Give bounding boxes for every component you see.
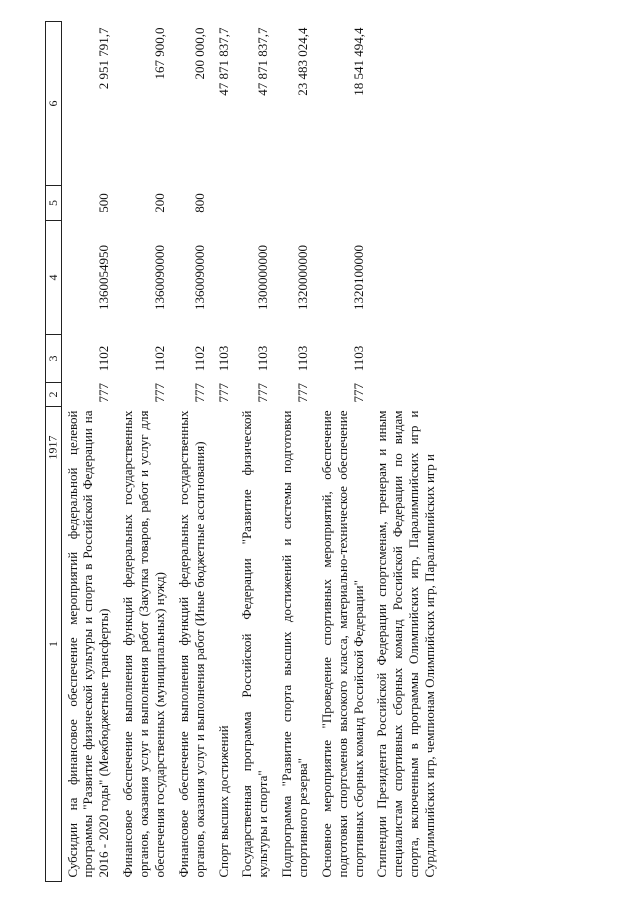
column-header: 5 [46,186,62,221]
expense-type-code [233,186,273,221]
table-row [233,22,273,882]
row-description: Финансовое обеспечение выполнения функций федеральных государственных органов, оказания услуг и выполнения работ (Закупка товаров, работ и услуг для обеспечения государственных (муниципальных) нужд) [120,410,167,878]
ministry-code [368,383,439,407]
amount: 18 541 494,4 [350,27,366,96]
section-code: 1103 [215,345,231,372]
ministry-code: 777 [151,383,167,403]
section-code: 1103 [294,345,310,372]
ministry-code: 777 [255,383,271,403]
column-header: 3 [46,335,62,383]
expense-type-code: 200 [151,193,167,213]
row-description: Стипендии Президента Российской Федерации спортсменам, тренерам и иным специалистам спортивных сборных команд Российской Федерации по видам спорта, включенным в программы Олимпийских игр, Паралимпийских игр и Сурдлимпийских игр, чемпионам Олимпийских игр, Паралимпийских игр и [374,410,437,878]
target-article-code: 1360090000 [151,245,167,310]
ministry-code: 777 [350,383,366,403]
table-row [170,22,210,882]
section-code: 1103 [255,345,271,372]
row-description: Основное мероприятие "Проведение спортивных мероприятий, обеспечение подготовки спортсменов высокого класса, материально-техническое обеспечение спортивных сборных команд Российской Федерации" [318,410,366,878]
expense-type-code [210,186,234,221]
ministry-code: 777 [215,383,231,403]
ministry-code: 777 [191,383,207,403]
expense-type-code [313,186,369,221]
table-row [210,22,234,882]
row-description: Спорт высших достижений [215,725,231,878]
target-article-code: 1360054950 [96,245,112,310]
target-article-code: 1320100000 [350,245,366,310]
header-row [46,22,62,882]
expense-type-code [273,186,313,221]
amount: 2 951 791,7 [96,27,112,90]
target-article-code: 1300000000 [255,245,271,310]
row-description: Подпрограмма "Развитие спорта высших достижений и системы подготовки спортивного резерва" [279,410,310,878]
row-description: Государственная программа Российской Федерации "Развитие физической культуры и спорта" [239,410,271,878]
expense-type-code: 500 [96,193,112,213]
amount: 47 871 837,7 [215,27,231,96]
table-row [61,22,114,882]
column-header: 6 [46,22,62,186]
section-code: 1102 [151,345,167,372]
budget-table-rotated [45,22,495,882]
target-article-code: 1320000000 [294,245,310,310]
ministry-code: 777 [96,383,112,403]
amount: 167 900,0 [151,27,167,80]
table-row [313,22,369,882]
section-code: 1103 [350,345,366,372]
section-code: 1102 [191,345,207,372]
expense-type-code [368,186,439,221]
column-header: 2 [46,383,62,407]
budget-table [45,21,440,882]
table-row [273,22,313,882]
table-row [368,22,439,882]
amount: 23 483 024,4 [294,27,310,96]
section-code [368,335,439,383]
amount: 47 871 837,7 [255,27,271,96]
page-number: 1917 [45,435,60,460]
table-row [114,22,170,882]
target-article-code [210,221,234,335]
target-article-code [368,221,439,335]
amount: 200 000,0 [191,27,207,80]
target-article-code: 1360090000 [191,245,207,310]
row-description: Субсидии на финансовое обеспечение мероприятий федеральной целевой программы "Развитие физической культуры и спорта в Российской Федерации на 2016 - 2020 годы" (Межбюджетные трансферты) [64,410,112,878]
column-header: 1 [46,407,62,882]
expense-type-code: 800 [191,193,207,213]
section-code: 1102 [96,345,112,372]
ministry-code: 777 [294,383,310,403]
row-description: Финансовое обеспечение выполнения функций федеральных государственных органов, оказания услуг и выполнения работ (Иные бюджетные ассигнования) [175,410,207,878]
amount [368,22,439,186]
column-header: 4 [46,221,62,335]
